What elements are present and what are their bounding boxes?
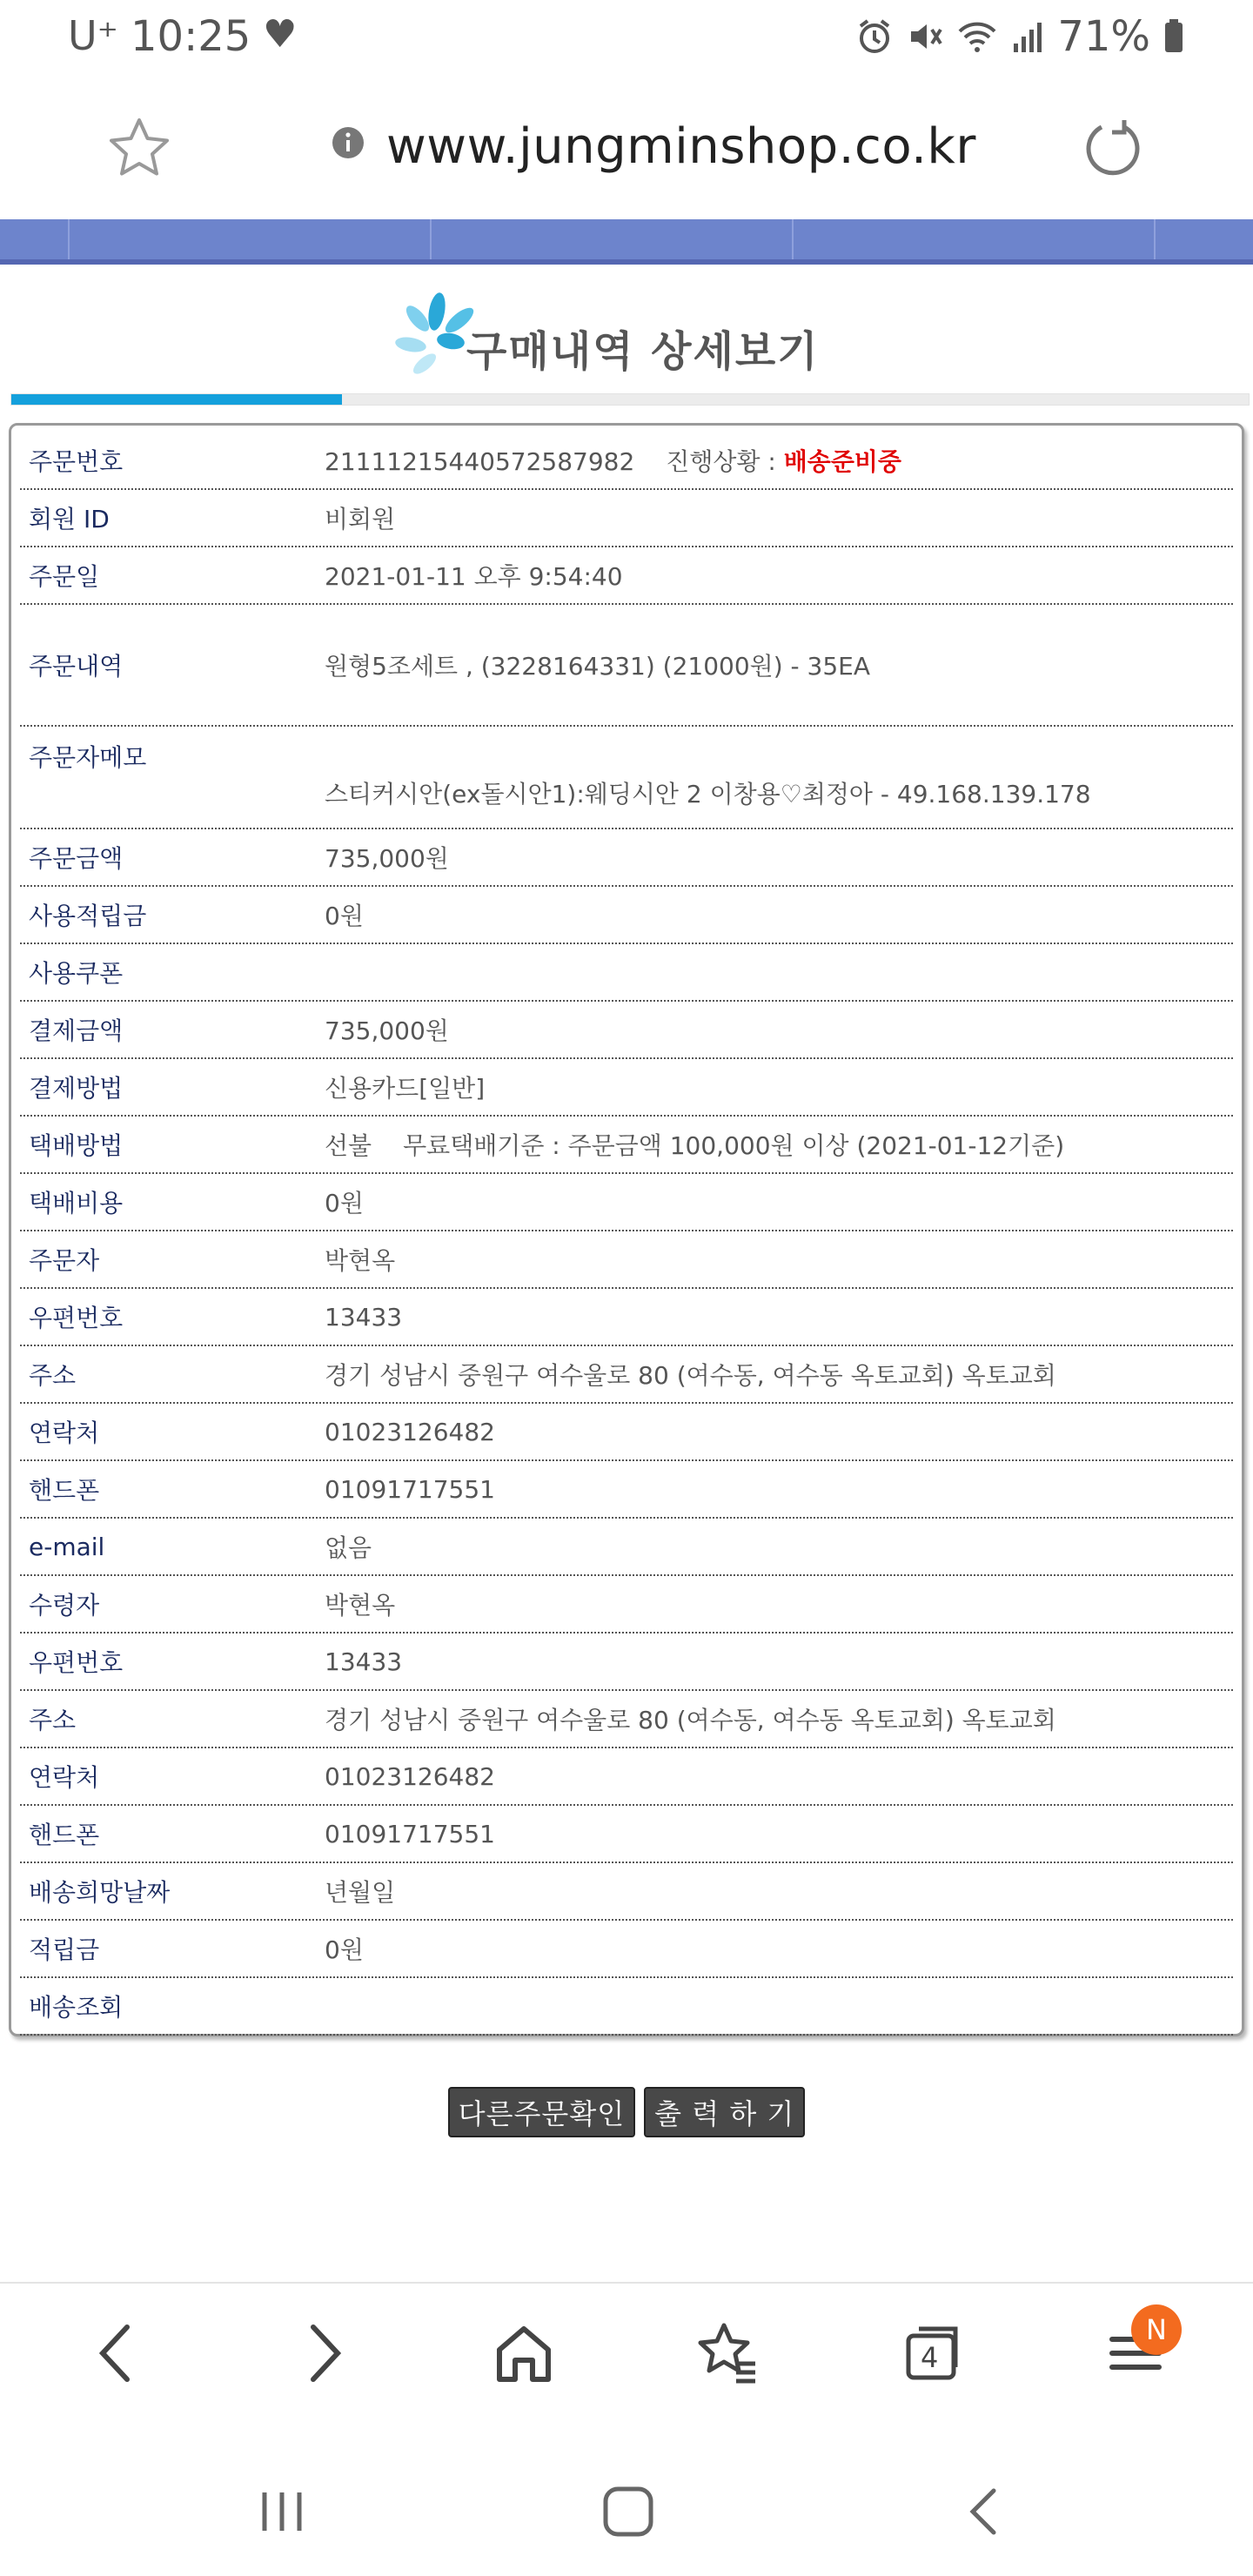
table-row [20,1404,1233,1461]
page-title: 구매내역 상세보기 [466,327,820,376]
status-icons [855,12,1185,61]
table-row [20,1519,1233,1576]
order-detail-panel [9,423,1244,2036]
free-shipping-note: 무료택배기준 : 주문금액 100,000원 이상 (2021-01-12기준) [403,1131,1065,1160]
row-value: 01023126482 [325,1761,495,1791]
row-label: 결제방법 [29,1074,124,1103]
row-value: 비회원 [325,505,396,533]
table-row [20,490,1233,547]
table-row [20,1117,1233,1174]
row-value: 01091717551 [325,1819,495,1848]
row-label: 배송조회 [29,1993,124,2022]
notification-badge: N [1131,2304,1182,2355]
bookmarks-icon[interactable] [693,2318,762,2388]
site-info-icon[interactable] [331,125,365,160]
row-value: 2021-01-11 오후 9:54:40 [325,562,623,591]
progress-fill [11,394,342,405]
nav-segment[interactable] [1156,219,1253,259]
table-row [20,1576,1233,1633]
table-row [20,1863,1233,1921]
carrier-label: U⁺ [68,12,118,59]
row-value: 0원 [325,1189,364,1218]
back-icon[interactable] [90,2318,143,2388]
row-value: 신용카드[일반] [325,1074,486,1103]
table-row [20,1691,1233,1748]
row-label: 사용쿠폰 [29,959,124,988]
row-value: 13433 [325,1647,403,1676]
table-row [20,1633,1233,1691]
row-value: 박현옥 [325,1591,396,1620]
row-label: 우편번호 [29,1648,124,1677]
table-row [20,433,1233,490]
row-label: 핸드폰 [29,1476,100,1505]
address-bar [0,87,1253,218]
table-row [20,1978,1233,2036]
nav-segment[interactable] [794,219,1156,259]
clock: 10:25 [131,12,251,61]
home-icon[interactable] [492,2318,555,2388]
row-value [325,1127,1233,1162]
table-row [20,1921,1233,1978]
row-label: 택배비용 [29,1189,124,1218]
row-value: 없음 [325,1533,372,1562]
row-label: 연락처 [29,1763,100,1792]
row-value: 박현옥 [325,1246,396,1275]
table-row [20,887,1233,944]
tabs-icon[interactable] [901,2318,964,2388]
row-value: 0원 [325,902,364,930]
mute-icon [906,17,944,56]
row-label: 주문일 [29,562,100,591]
row-label: 핸드폰 [29,1821,100,1849]
row-label: 택배방법 [29,1131,124,1160]
nav-segment[interactable] [70,219,432,259]
order-number-value [325,443,1233,478]
row-label: 적립금 [29,1935,100,1964]
system-home-icon[interactable] [600,2485,656,2538]
table-row [20,829,1233,887]
row-label: 주문내역 [29,652,124,681]
status-label: 진행상황 : [666,447,776,476]
print-button[interactable]: 출 력 하 기 [644,2087,805,2137]
row-label: 연락처 [29,1419,100,1447]
table-row [20,1289,1233,1346]
status-badge: 배송준비중 [783,447,901,476]
row-value: 01091717551 [325,1474,495,1504]
table-row [20,605,1233,727]
table-row [20,1748,1233,1806]
row-label: 주소 [29,1706,77,1734]
heart-icon: ♥ [263,12,298,57]
alarm-icon [855,17,894,56]
table-row [20,1174,1233,1231]
row-value: 원형5조세트 , (3228164331) (21000원) - 35EA [325,652,870,681]
row-value: 735,000원 [325,1016,449,1045]
row-label: 회원 ID [29,505,110,533]
site-nav-bar [0,219,1253,265]
row-value: 0원 [325,1935,364,1964]
battery-icon [1163,17,1185,56]
row-label: 배송희망날짜 [29,1878,171,1907]
table-row [20,547,1233,605]
row-label: 주소 [29,1361,77,1390]
url-text[interactable]: www.jungminshop.co.kr [386,118,976,175]
reload-icon[interactable] [1079,115,1149,184]
row-value: 01023126482 [325,1417,495,1446]
browser-toolbar [0,2282,1253,2440]
tab-count: 4 [921,2341,939,2374]
row-label: 주문번호 [29,447,124,476]
progress-bar [10,393,1250,406]
table-row [20,1461,1233,1519]
other-orders-button[interactable]: 다른주문확인 [448,2087,635,2137]
wifi-icon [956,17,998,56]
table-row [20,1806,1233,1863]
row-value: 스티커시안(ex돌시안1):웨딩시안 2 이창용♡최정아 - 49.168.139.178 [325,780,1091,808]
table-row [20,1059,1233,1117]
row-value: 13433 [325,1302,403,1332]
table-row [20,944,1233,1002]
row-label: e-mail [29,1532,105,1561]
row-value: 경기 성남시 중원구 여수울로 80 (여수동, 여수동 옥토교회) 옥토교회 [325,1706,1056,1734]
row-value: 경기 성남시 중원구 여수울로 80 (여수동, 여수동 옥토교회) 옥토교회 [325,1361,1056,1390]
row-label: 주문금액 [29,844,124,873]
system-back-icon[interactable] [957,2485,1009,2538]
system-nav-bar [0,2440,1253,2576]
action-buttons [0,2087,1253,2137]
signal-icon [1010,17,1045,56]
row-value: 735,000원 [325,844,449,873]
row-value: 년월일 [325,1878,396,1907]
page-header [0,278,1253,400]
battery-percent: 71% [1057,12,1150,61]
status-bar [0,0,1253,78]
row-label: 주문자메모 [29,743,147,772]
row-label: 사용적립금 [29,902,147,930]
table-row [20,727,1233,829]
forward-icon[interactable] [298,2318,350,2388]
table-row [20,1346,1233,1404]
nav-segment[interactable] [0,219,70,259]
nav-segment[interactable] [432,219,794,259]
order-detail-table [20,433,1233,2036]
bookmark-star-icon[interactable] [104,113,174,183]
order-number: 21111215440572587982 [325,447,635,476]
row-label: 우편번호 [29,1304,124,1332]
row-label: 주문자 [29,1246,100,1275]
row-label: 결제금액 [29,1016,124,1045]
delivery-prepaid: 선불 [325,1131,372,1160]
table-row [20,1231,1233,1289]
row-label: 수령자 [29,1591,100,1620]
recent-apps-icon[interactable] [256,2485,308,2538]
table-row [20,1002,1233,1059]
